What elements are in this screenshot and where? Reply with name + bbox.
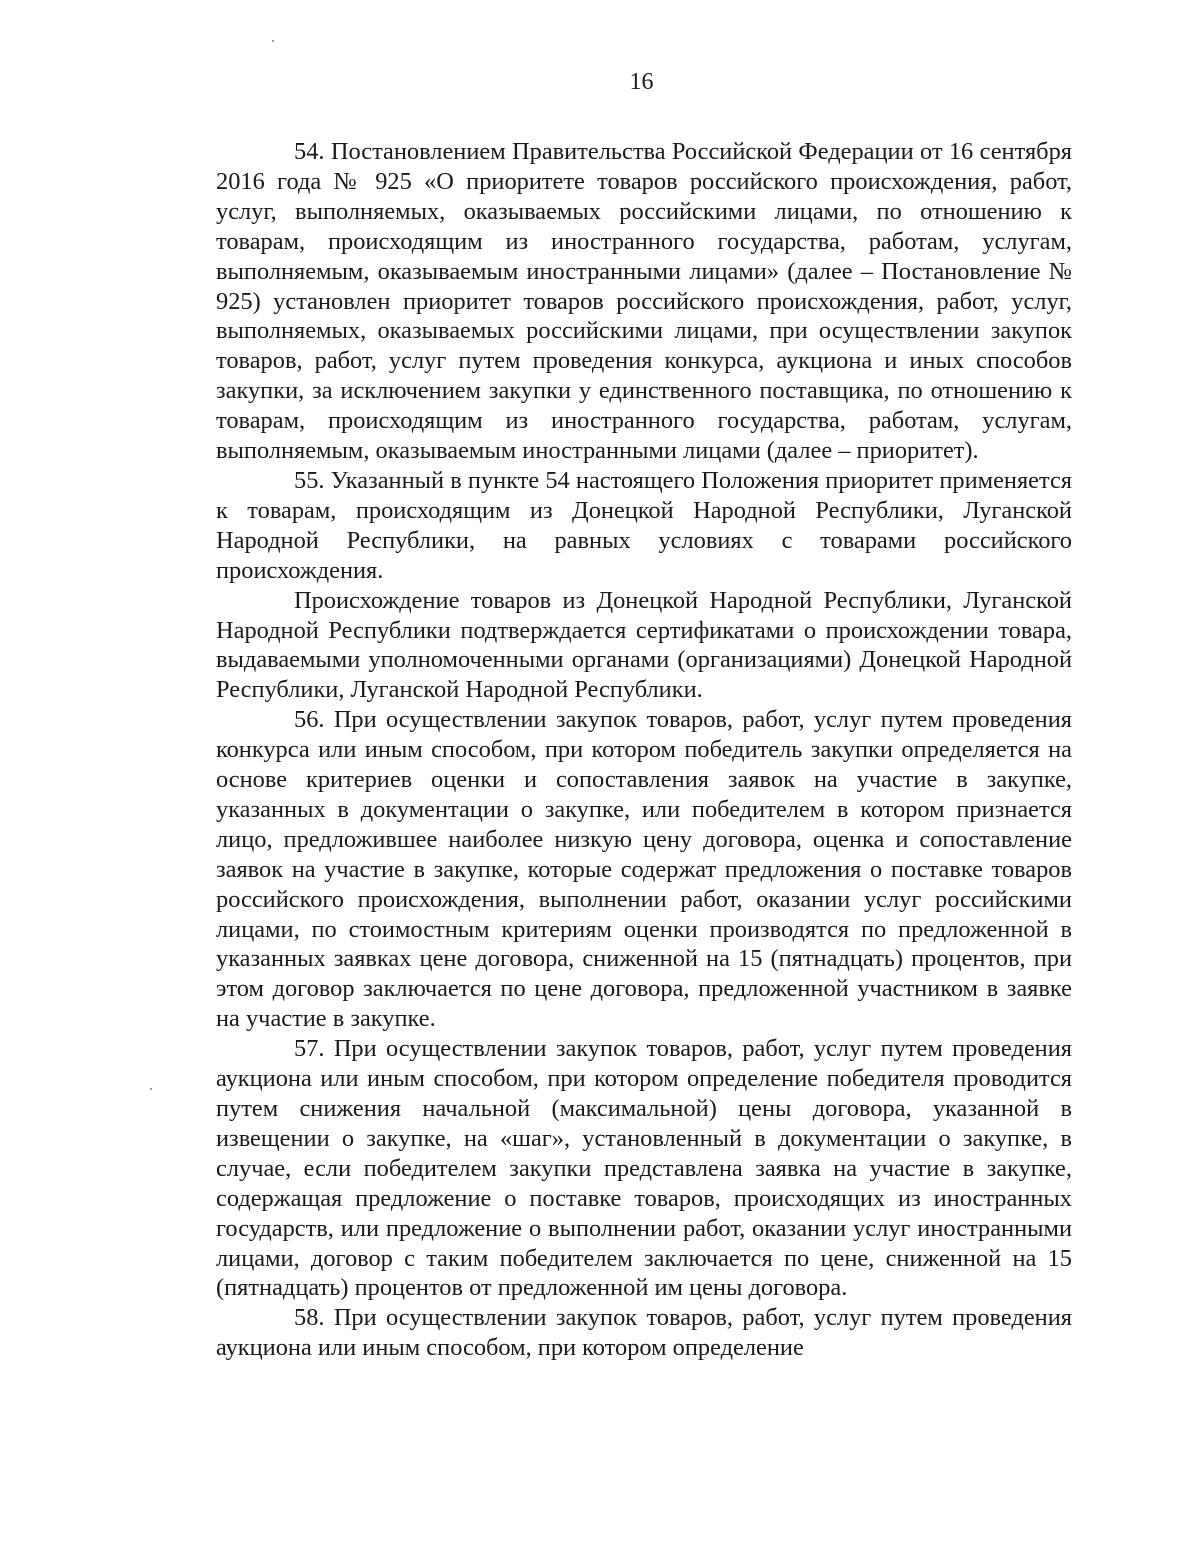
scan-speck (150, 1088, 152, 1090)
paragraph-58: 58. При осуществлении закупок товаров, работ, услуг путем проведения аукциона или иным способом, при котором определение (216, 1304, 1072, 1362)
paragraph-55-origin: Происхождение товаров из Донецкой Народной Республики, Луганской Народной Республики подтверждается сертификатами о происхождении товара, выдаваемыми уполномоченными органами (организациями) Донецкой Народной Республики, Луганской Народной Республики. (216, 586, 1072, 704)
paragraph-54: 54. Постановлением Правительства Российской Федерации от 16 сентября 2016 года № 925 «О приоритете товаров российского происхождения, работ, услуг, выполняемых, оказываемых российскими лицами, по отношению к товарам, происходящим из иностранного государства, работам, услугам, выполняемым, оказываемым иностранными лицами» (далее – Постановление № 925) установлен приоритет товаров российского происхождения, работ, услуг, выполняемых, оказываемых российскими лицами, при осуществлении закупок товаров, работ, услуг путем проведения конкурса, аукциона и иных способов закупки, за исключением закупки у единственного поставщика, по отношению к товарам, происходящим из иностранного государства, работам, услугам, выполняемым, оказываемым иностранными лицами (далее – приоритет). (216, 138, 1072, 465)
paragraph-57: 57. При осуществлении закупок товаров, работ, услуг путем проведения аукциона или иным способом, при котором определение победителя проводится путем снижения начальной (максимальной) цены договора, указанной в извещении о закупке, на «шаг», установленный в документации о закупке, в случае, если победителем закупки представлена заявка на участие в закупке, содержащая предложение о поставке товаров, происходящих из иностранных государств, или предложение о выполнении работ, оказании услуг иностранными лицами, договор с таким победителем заключается по цене, сниженной на 15 (пятнадцать) процентов от предложенной им цены договора. (216, 1035, 1072, 1302)
paragraph-56: 56. При осуществлении закупок товаров, работ, услуг путем проведения конкурса или иным способом, при котором победитель закупки определяется на основе критериев оценки и сопоставления заявок на участие в закупке, указанных в документации о закупке, или победителем в котором признается лицо, предложившее наиболее низкую цену договора, оценка и сопоставление заявок на участие в закупке, которые содержат предложения о поставке товаров российского происхождения, выполнении работ, оказании услуг российскими лицами, по стоимостным критериям оценки производятся по предложенной в указанных заявках цене договора, сниженной на 15 (пятнадцать) процентов, при этом договор заключается по цене договора, предложенной участником в заявке на участие в закупке. (216, 706, 1072, 1033)
scan-speck (272, 40, 274, 42)
paragraph-55: 55. Указанный в пункте 54 настоящего Положения приоритет применяется к товарам, происходящим из Донецкой Народной Республики, Луганской Народной Республики, на равных условиях с товарами российского происхождения. (216, 466, 1072, 584)
page-number: 16 (629, 69, 654, 95)
document-body (216, 137, 1072, 1363)
